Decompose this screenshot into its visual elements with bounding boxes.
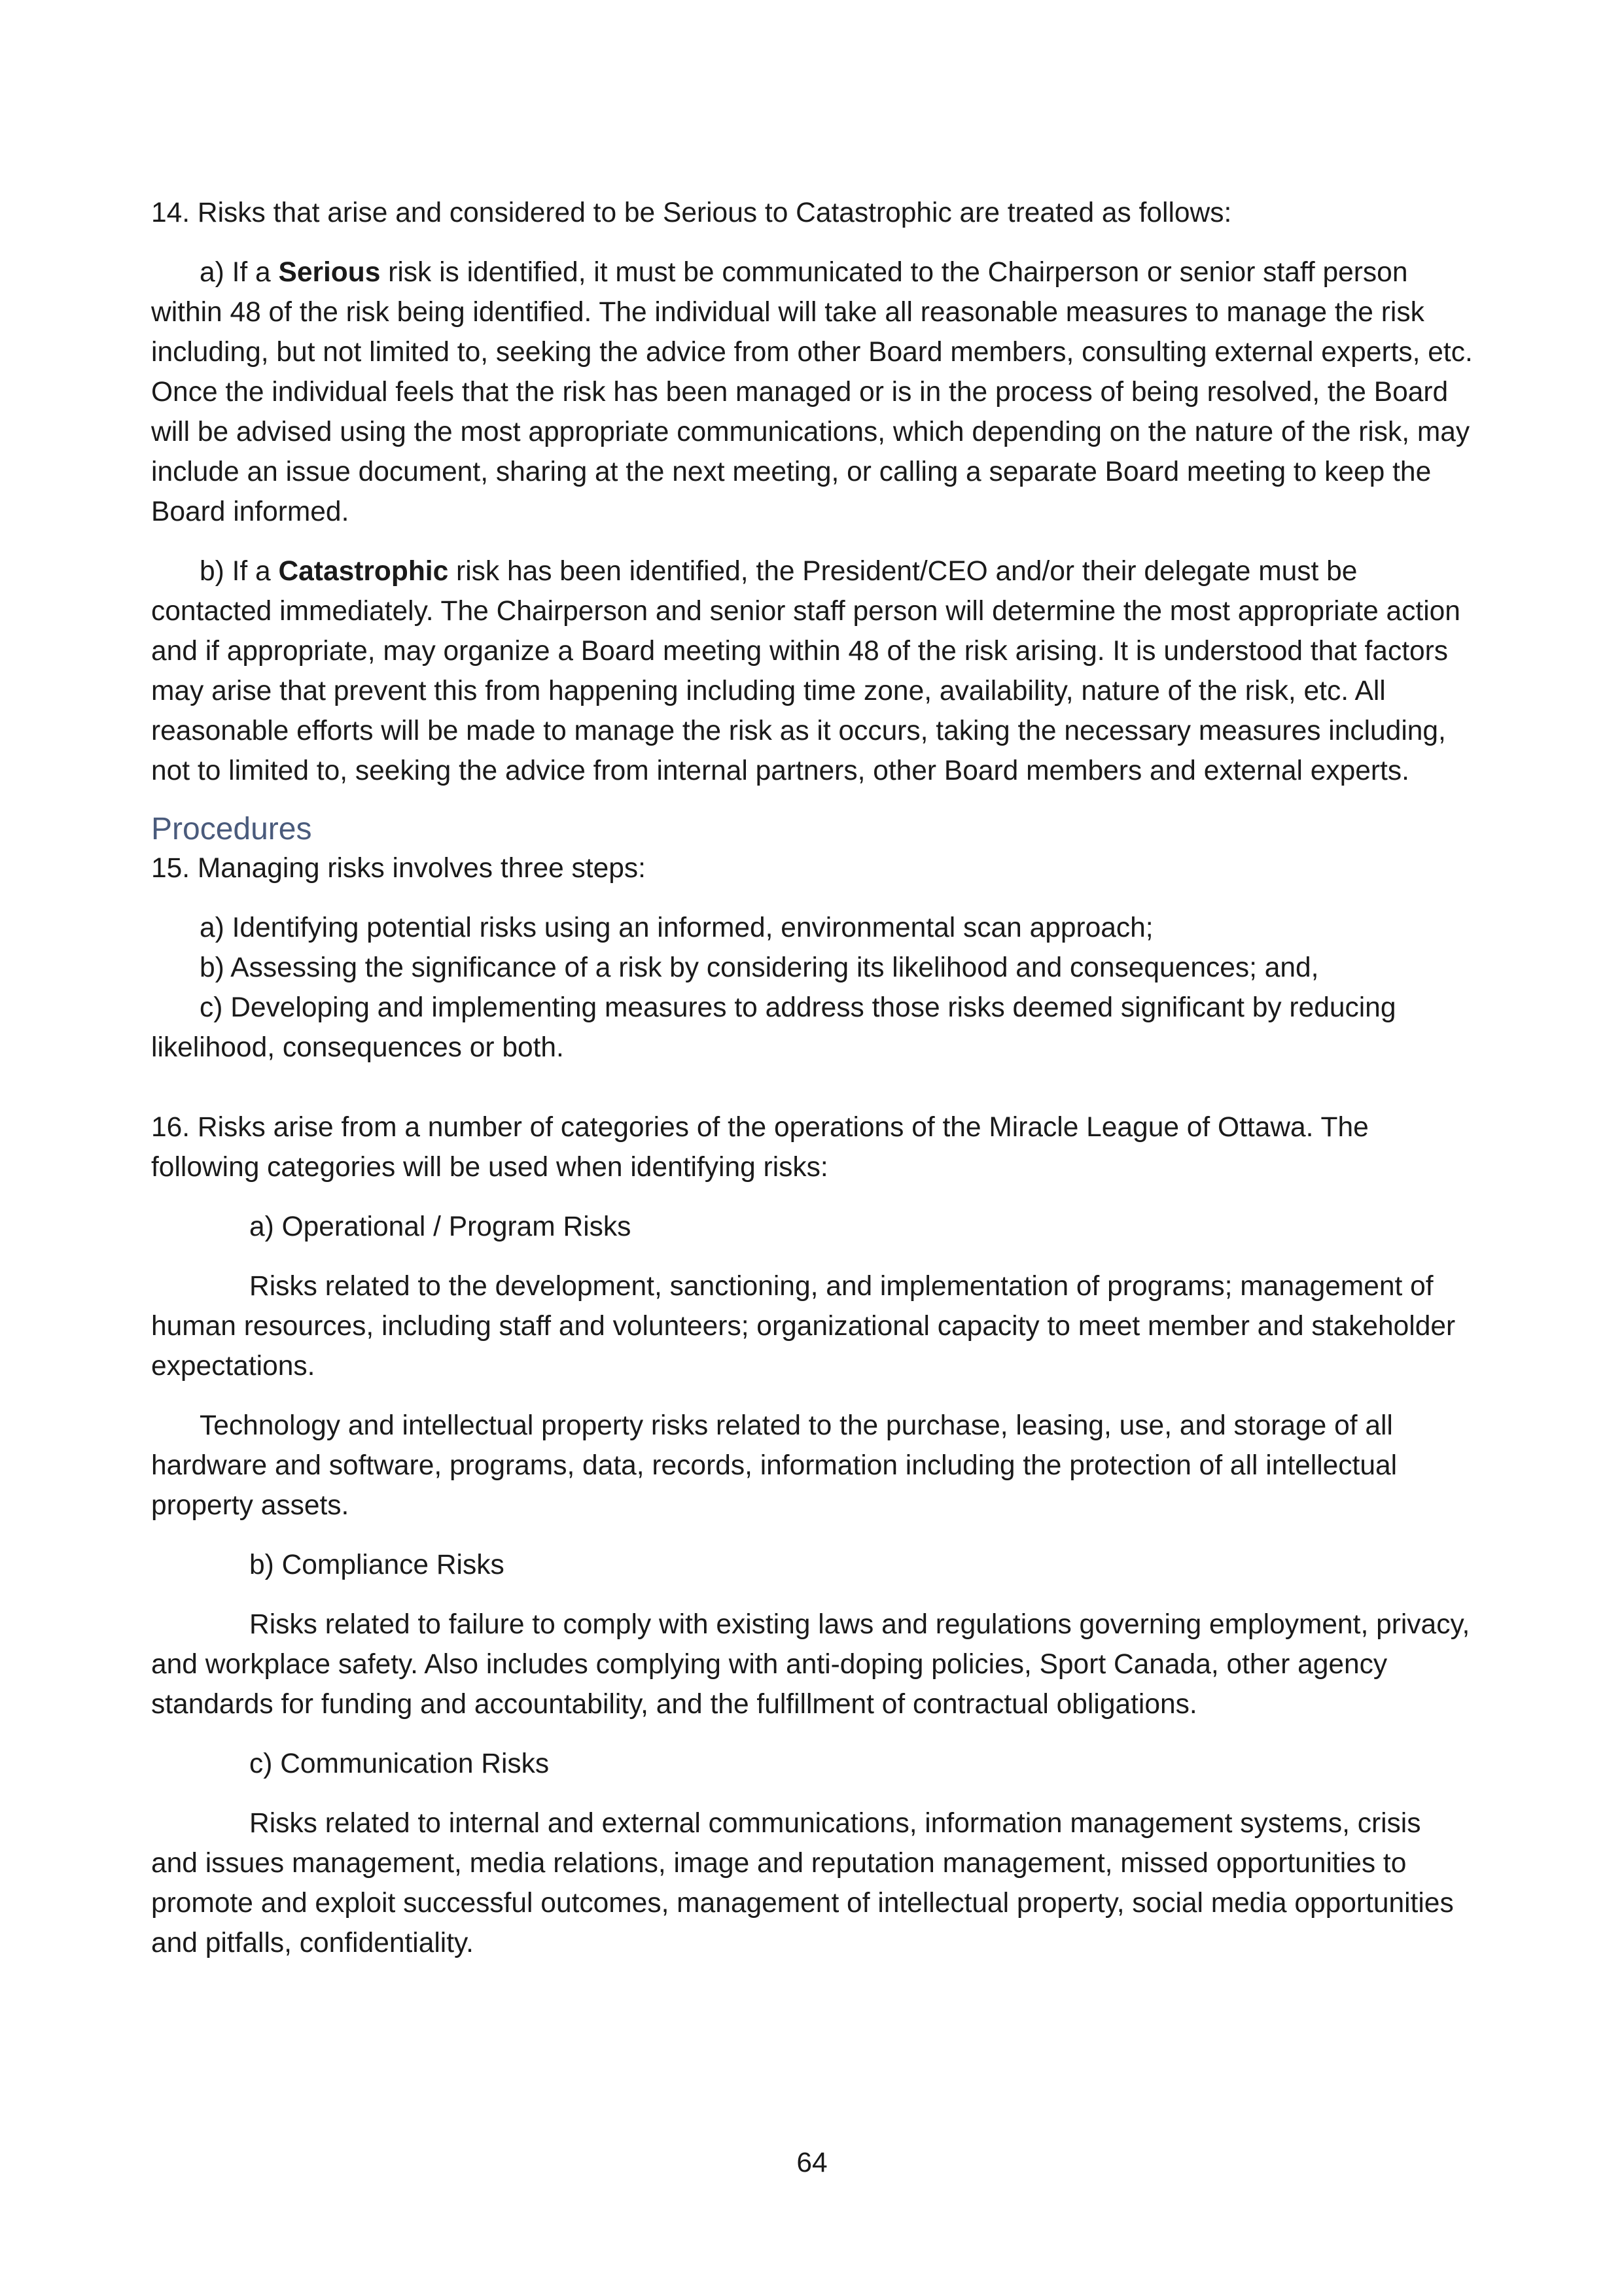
section-16-intro: 16. Risks arise from a number of categories of the operations of the Miracle League of Ottawa. The following categories will be used when identifying risks:	[151, 1112, 1369, 1183]
item-a-prefix: a) If a	[200, 257, 279, 288]
section-15-intro: 15. Managing risks involves three steps:	[151, 853, 646, 884]
section-14-item-a	[151, 252, 1473, 532]
item-a-text: risk is identified, it must be communicated to the Chairperson or senior staff person within 48 of the risk being identified. The individual will take all reasonable measures to manage the risk including, but not limited to, seeking the advice from other Board members, consulting external experts, etc. Once the individual feels that the risk has been managed or is in the process of being resolved, the Board will be advised using the most appropriate communications, which depending on the nature of the risk, may include an issue document, sharing at the next meeting, or calling a separate Board meeting to keep the Board informed.	[151, 257, 1473, 527]
item-b-text: risk has been identified, the President/CEO and/or their delegate must be contacted immediately. The Chairperson and senior staff person will determine the most appropriate action and if appropriate, may organize a Board meeting within 48 of the risk arising. It is understood that factors may arise that prevent this from happening including time zone, availability, nature of the risk, etc. All reasonable efforts will be made to manage the risk as it occurs, taking the necessary measures including, not to limited to, seeking the advice from internal partners, other Board members and external experts.	[151, 556, 1460, 786]
procedures-heading: Procedures	[151, 812, 312, 846]
procedure-step-a: a) Identifying potential risks using an informed, environmental scan approach;	[200, 913, 1154, 943]
category-c-title: c) Communication Risks	[249, 1748, 550, 1779]
procedure-step-c: c) Developing and implementing measures to address those risks deemed significant by reducing likelihood, consequences or both.	[151, 992, 1396, 1063]
section-14-item-b	[151, 551, 1473, 791]
category-a-description: Risks related to the development, sanctioning, and implementation of programs; management of human resources, including staff and volunteers; organizational capacity to meet member and stakeholder expectations.	[151, 1271, 1456, 1382]
item-b-prefix: b) If a	[200, 556, 279, 587]
category-a-title: a) Operational / Program Risks	[249, 1211, 631, 1242]
procedure-step-b: b) Assessing the significance of a risk by considering its likelihood and consequences; and,	[200, 952, 1319, 983]
category-a-technology: Technology and intellectual property risks related to the purchase, leasing, use, and storage of all hardware and software, programs, data, records, information including the protection of all intellectual property assets.	[151, 1410, 1398, 1521]
category-b-description: Risks related to failure to comply with existing laws and regulations governing employment, privacy, and workplace safety. Also includes complying with anti-doping policies, Sport Canada, other agency standards for funding and accountability, and the fulfillment of contractual obligations.	[151, 1609, 1470, 1720]
item-a-bold-term: Serious	[278, 257, 381, 288]
category-c-description: Risks related to internal and external communications, information management systems, crisis and issues management, media relations, image and reputation management, missed opportunities to promote and exploit successful outcomes, management of intellectual property, social media opportunities and pitfalls, confidentiality.	[151, 1808, 1454, 1958]
category-b-title: b) Compliance Risks	[249, 1550, 504, 1580]
page-content	[151, 193, 1473, 1963]
section-14-intro: 14. Risks that arise and considered to be Serious to Catastrophic are treated as follows:	[151, 198, 1232, 228]
page-number: 64	[796, 2148, 828, 2178]
item-b-bold-term: Catastrophic	[278, 556, 449, 587]
